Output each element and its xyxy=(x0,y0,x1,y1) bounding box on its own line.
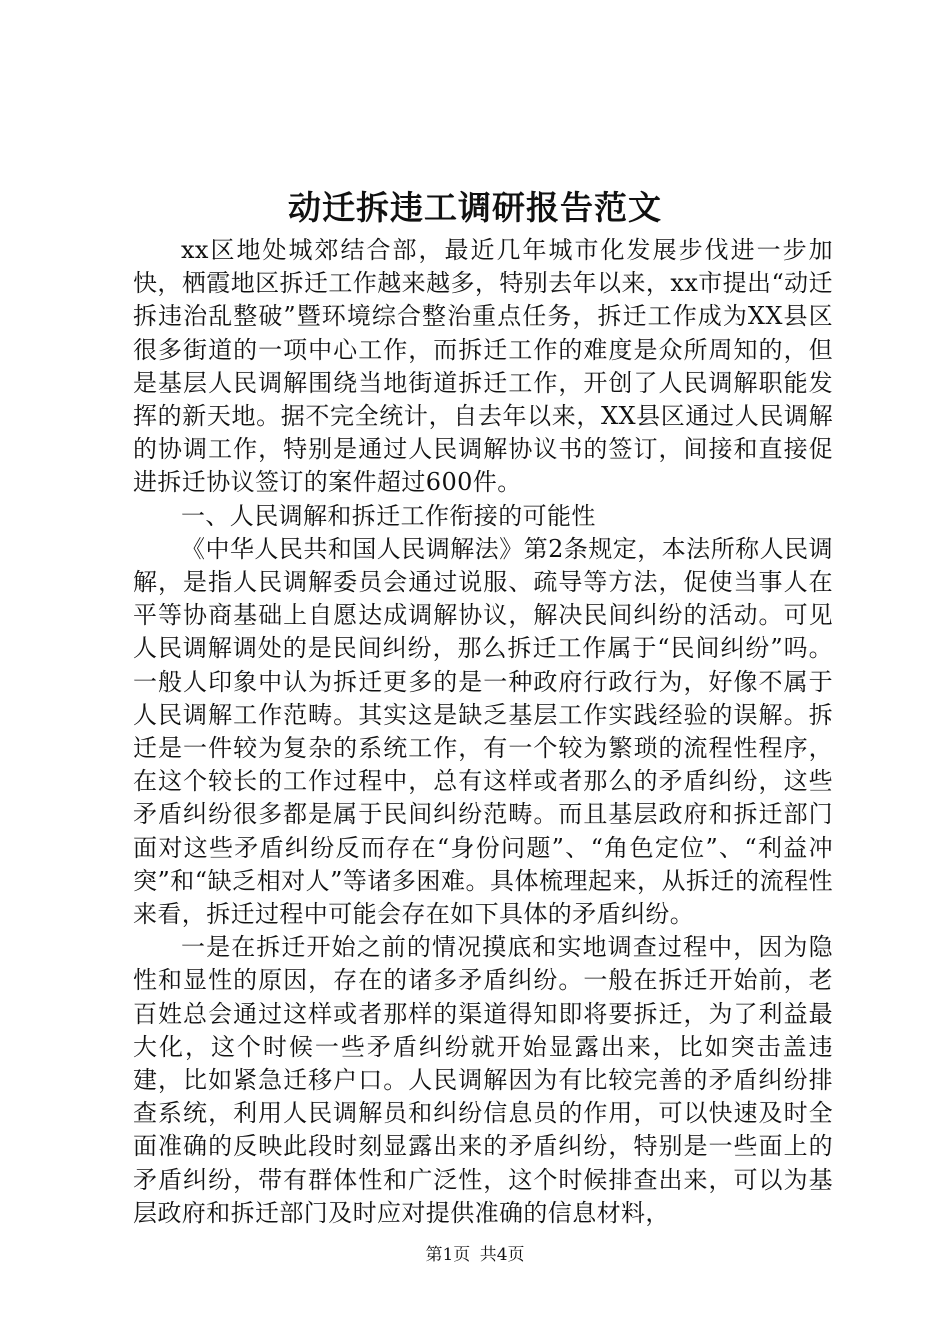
document-body xyxy=(133,234,833,1230)
document-title: 动迁拆违工调研报告范文 xyxy=(288,188,662,227)
page-number: 第1页 xyxy=(425,1245,471,1265)
page-footer xyxy=(0,1243,950,1267)
paragraph-intro: xx区地处城郊结合部，最近几年城市化发展步伐进一步加快，栖霞地区拆迁工作越来越多，特别去年以来，xx市提出“动迁拆违治乱整破”暨环境综合整治重点任务，拆迁工作成为XX县区很多街道的一项中心工作，而拆迁工作的难度是众所周知的，但是基层人民调解围绕当地街道拆迁工作，开创了人民调解职能发挥的新天地。据不完全统计，自去年以来，XX县区通过人民调解的协调工作，特别是通过人民调解协议书的签订，间接和直接促进拆迁协议签订的案件超过600件。 xyxy=(133,236,833,497)
page-total: 共4页 xyxy=(479,1245,525,1265)
paragraph-first-point: 一是在拆迁开始之前的情况摸底和实地调查过程中，因为隐性和显性的原因，存在的诸多矛盾纠纷。一般在拆迁开始前，老百姓总会通过这样或者那样的渠道得知即将要拆迁，为了利益最大化，这个时候一些矛盾纠纷就开始显露出来，比如突击盖违建，比如紧急迁移户口。人民调解因为有比较完善的矛盾纠纷排查系统，利用人民调解员和纠纷信息员的作用，可以快速及时全面准确的反映此段时刻显露出来的矛盾纠纷，特别是一些面上的矛盾纠纷，带有群体性和广泛性，这个时候排查出来，可以为基层政府和拆迁部门及时应对提供准确的信息材料， xyxy=(133,933,833,1227)
paragraph-law: 《中华人民共和国人民调解法》第2条规定，本法所称人民调解，是指人民调解委员会通过说服、疏导等方法，促使当事人在平等协商基础上自愿达成调解协议，解决民间纠纷的活动。可见人民调解调处的是民间纠纷，那么拆迁工作属于“民间纠纷”吗。一般人印象中认为拆迁更多的是一种政府行政行为，好像不属于人民调解工作范畴。其实这是缺乏基层工作实践经验的误解。拆迁是一件较为复杂的系统工作，有一个较为繁琐的流程性程序，在这个较长的工作过程中，总有这样或者那么的矛盾纠纷，这些矛盾纠纷很多都是属于民间纠纷范畴。而且基层政府和拆迁部门面对这些矛盾纠纷反而存在“身份问题”、“角色定位”、“利益冲突”和“缺乏相对人”等诸多困难。具体梳理起来，从拆迁的流程性来看，拆迁过程中可能会存在如下具体的矛盾纠纷。 xyxy=(133,534,833,929)
section-heading: 一、人民调解和拆迁工作衔接的可能性 xyxy=(181,501,596,530)
